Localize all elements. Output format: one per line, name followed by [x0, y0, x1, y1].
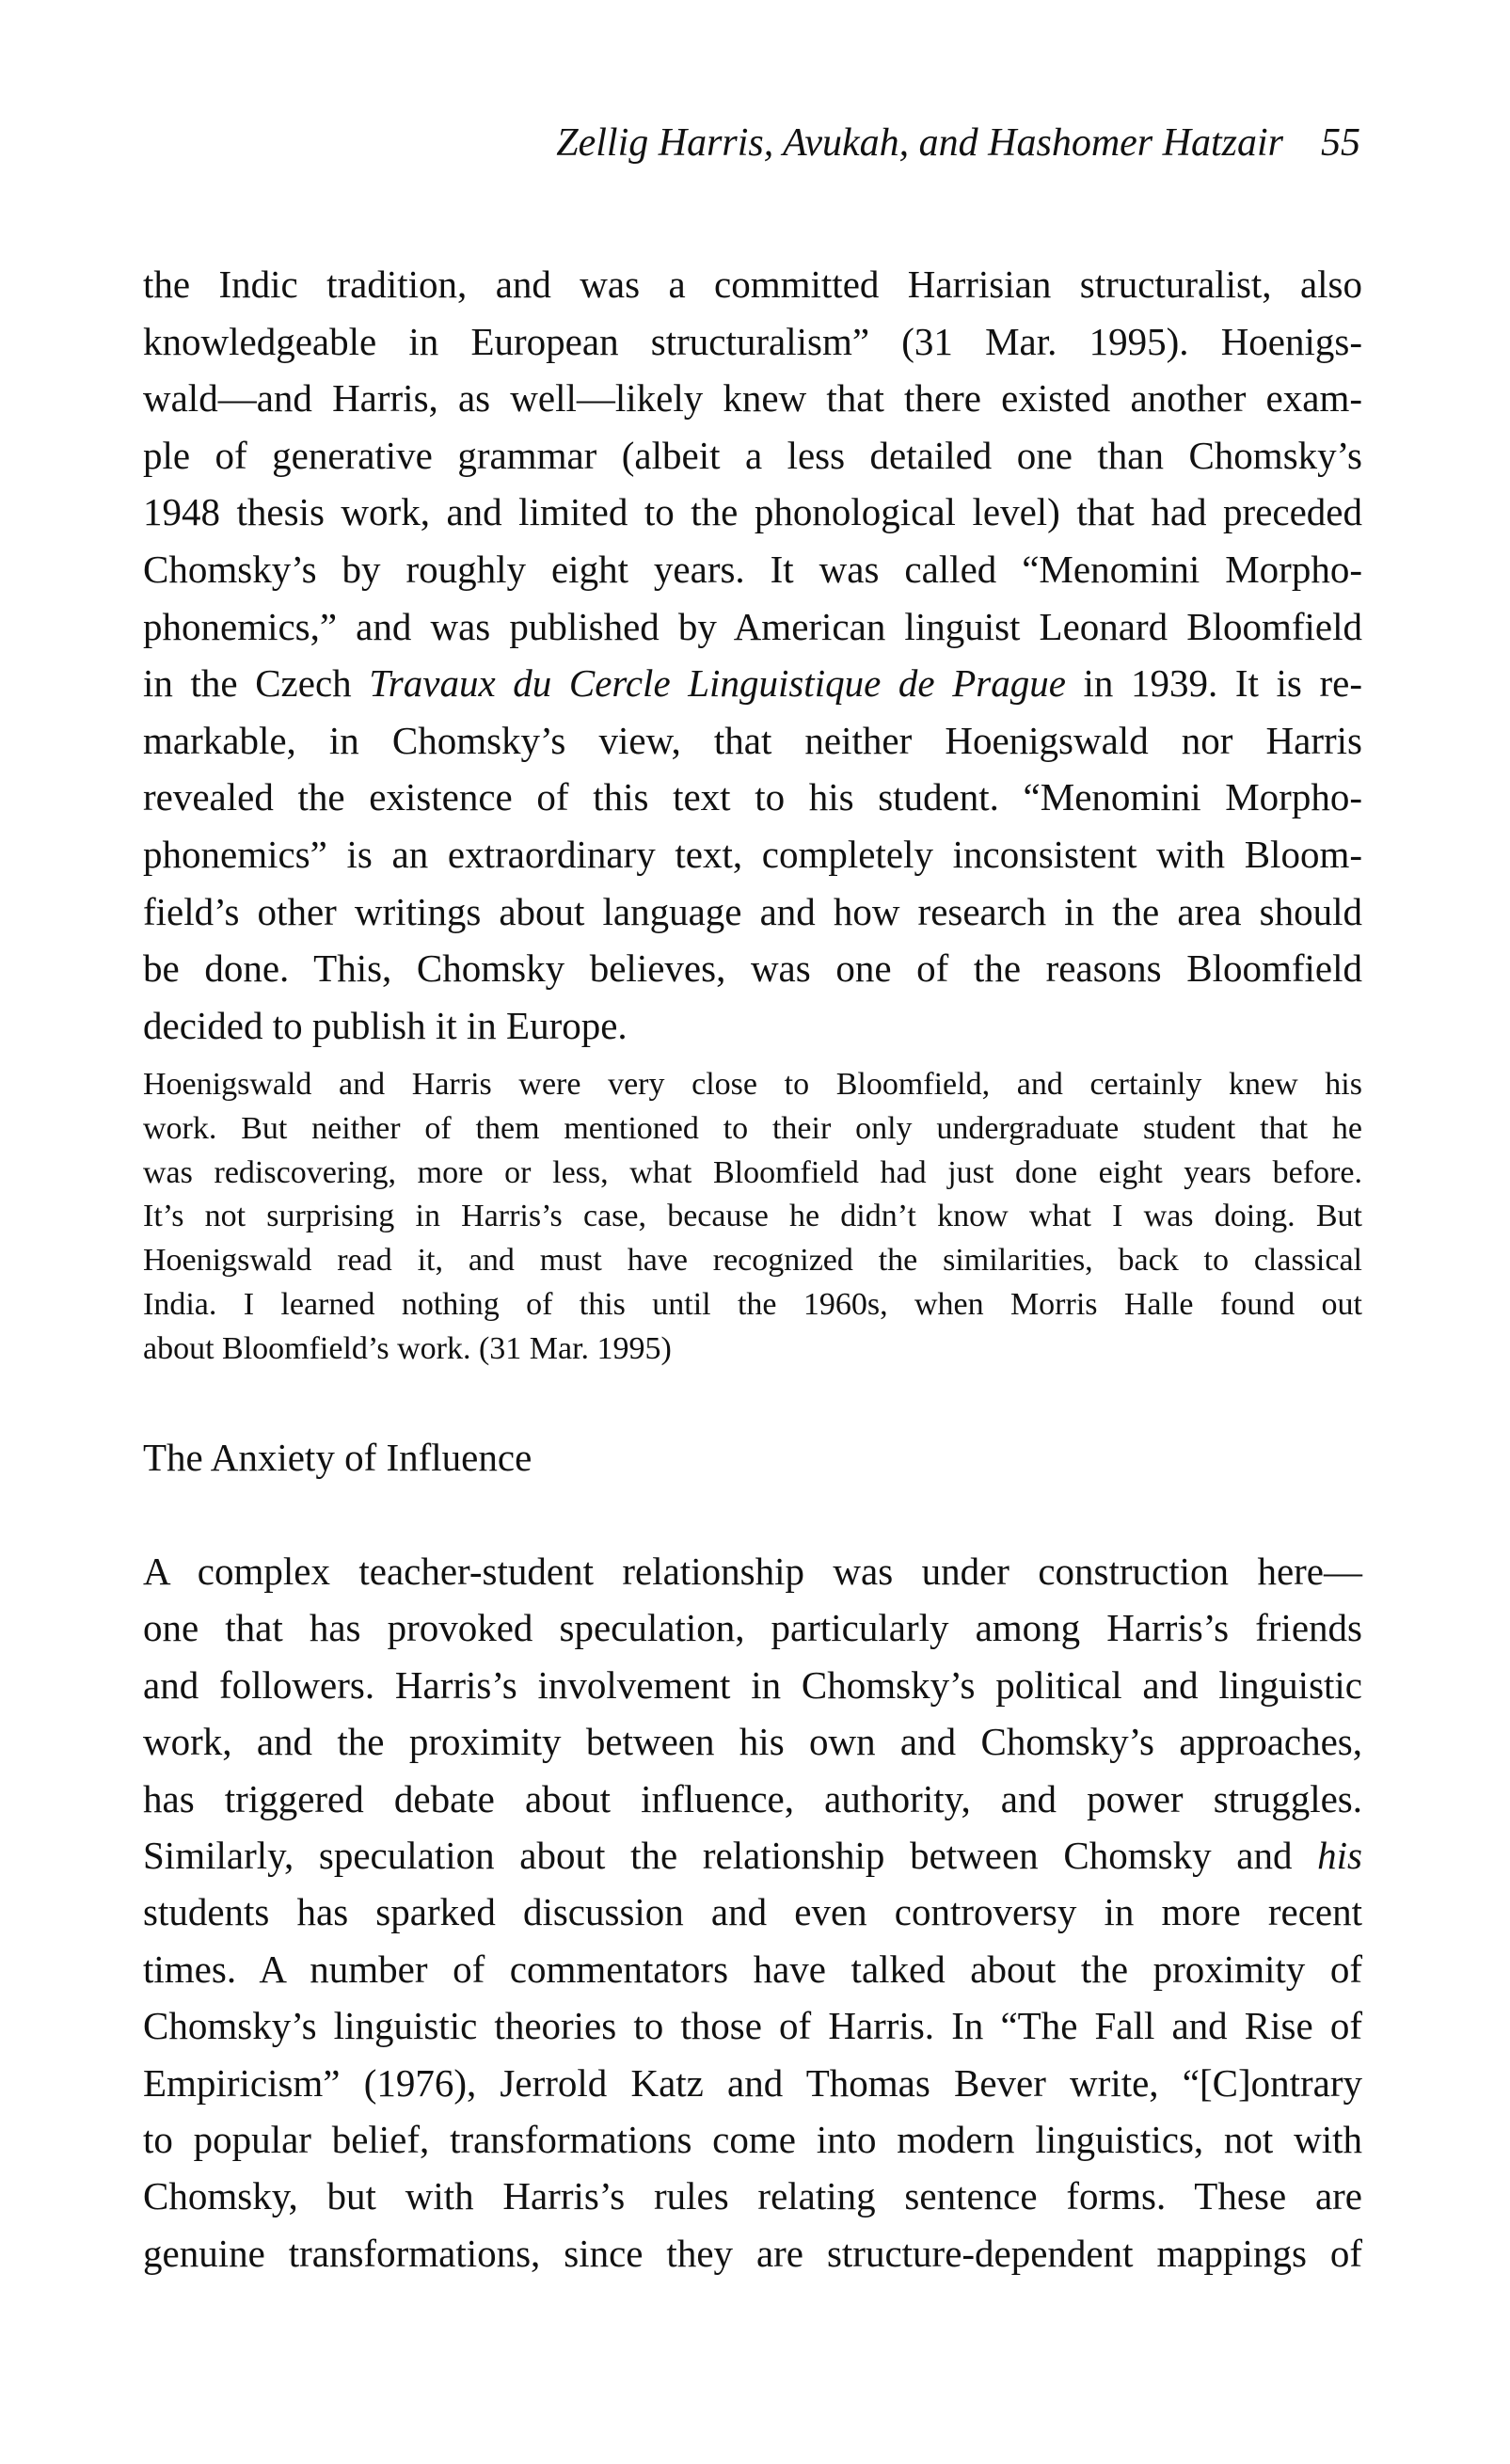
paragraph-2-line: Empiricism” (1976), Jerrold Katz and Thomas Bever write, “[C]ontrary — [143, 2060, 1362, 2105]
paragraph-1-line: be done. This, Chomsky believes, was one of the reasons Bloomfield — [143, 946, 1362, 991]
paragraph-1-line: knowledgeable in European structuralism” (31 Mar. 1995). Hoenigs- — [143, 319, 1362, 363]
block-quote-line: was rediscovering, more or less, what Bloomfield had just done eight years before. — [143, 1154, 1362, 1190]
paragraph-2-line: students has sparked discussion and even controversy in more recent — [143, 1890, 1362, 1934]
paragraph-1 — [143, 256, 1362, 1054]
running-head-title: Zellig Harris, Avukah, and Hashomer Hatzair — [556, 121, 1283, 165]
paragraph-1-line: field’s other writings about language and how research in the area should — [143, 889, 1362, 933]
paragraph-1-line: ple of generative grammar (albeit a less detailed one than Chomsky’s — [143, 433, 1362, 477]
block-quote-line: India. I learned nothing of this until the 1960s, when Morris Halle found out — [143, 1286, 1362, 1322]
emphasized-word: his — [1317, 1834, 1362, 1878]
line-text: in 1939. It is re- — [1065, 661, 1363, 706]
paragraph-1-line: markable, in Chomsky’s view, that neither Hoenigswald nor Harris — [143, 718, 1362, 762]
paragraph-2-line: Chomsky’s linguistic theories to those of Harris. In “The Fall and Rise of — [143, 2004, 1362, 2048]
paragraph-2-line: Chomsky, but with Harris’s rules relating sentence forms. These are — [143, 2174, 1362, 2218]
paragraph-2-line: to popular belief, transformations come into modern linguistics, not with — [143, 2118, 1362, 2162]
block-quote-line: It’s not surprising in Harris’s case, because he didn’t know what I was doing. But — [143, 1199, 1362, 1234]
paragraph-1-line: phonemics” is an extraordinary text, completely inconsistent with Bloom- — [143, 832, 1362, 876]
paragraph-2-line: work, and the proximity between his own and Chomsky’s approaches, — [143, 1720, 1362, 1764]
paragraph-2 — [143, 1543, 1362, 2281]
line-text: Similarly, speculation about the relationship between Chomsky and — [143, 1834, 1318, 1878]
paragraph-2-line: one that has provoked speculation, particularly among Harris’s friends — [143, 1606, 1362, 1650]
block-quote-line: about Bloomfield’s work. (31 Mar. 1995) — [143, 1330, 672, 1366]
paragraph-2-line: and followers. Harris’s involvement in Chomsky’s political and linguistic — [143, 1662, 1362, 1707]
paragraph-1-line: decided to publish it in Europe. — [143, 1003, 628, 1047]
running-head — [536, 120, 1360, 166]
section-heading: The Anxiety of Influence — [143, 1436, 532, 1479]
paragraph-1-line — [143, 655, 1362, 712]
page-number: 55 — [1321, 121, 1360, 165]
block-quote-line: Hoenigswald read it, and must have recognized the similarities, back to classical — [143, 1243, 1362, 1279]
paragraph-1-line: the Indic tradition, and was a committed Harrisian structuralist, also — [143, 262, 1362, 306]
paragraph-1-line: revealed the existence of this text to his student. “Menomini Morpho- — [143, 775, 1362, 819]
paragraph-1-line: 1948 thesis work, and limited to the phonological level) that had preceded — [143, 490, 1362, 534]
paragraph-1-line: phonemics,” and was published by American linguist Leonard Bloomfield — [143, 604, 1362, 648]
paragraph-2-line — [143, 1827, 1362, 1884]
paragraph-2-line: genuine transformations, since they are structure-dependent mappings of — [143, 2231, 1362, 2275]
paragraph-1-line: wald—and Harris, as well—likely knew that there existed another exam- — [143, 376, 1362, 421]
line-text: in the Czech — [143, 661, 370, 706]
paragraph-1-line: Chomsky’s by roughly eight years. It was called “Menomini Morpho- — [143, 547, 1362, 591]
paragraph-2-line: times. A number of commentators have talked about the proximity of — [143, 1947, 1362, 1991]
journal-title: Travaux du Cercle Linguistique de Prague — [369, 661, 1066, 706]
paragraph-2-line: A complex teacher-student relationship was under construction here— — [143, 1550, 1362, 1593]
paragraph-2-line: has triggered debate about influence, authority, and power struggles. — [143, 1776, 1362, 1820]
block-quote-line: Hoenigswald and Harris were very close to Bloomfield, and certainly knew his — [143, 1067, 1362, 1102]
block-quote — [143, 1063, 1362, 1372]
block-quote-line: work. But neither of them mentioned to their only undergraduate student that he — [143, 1110, 1362, 1146]
